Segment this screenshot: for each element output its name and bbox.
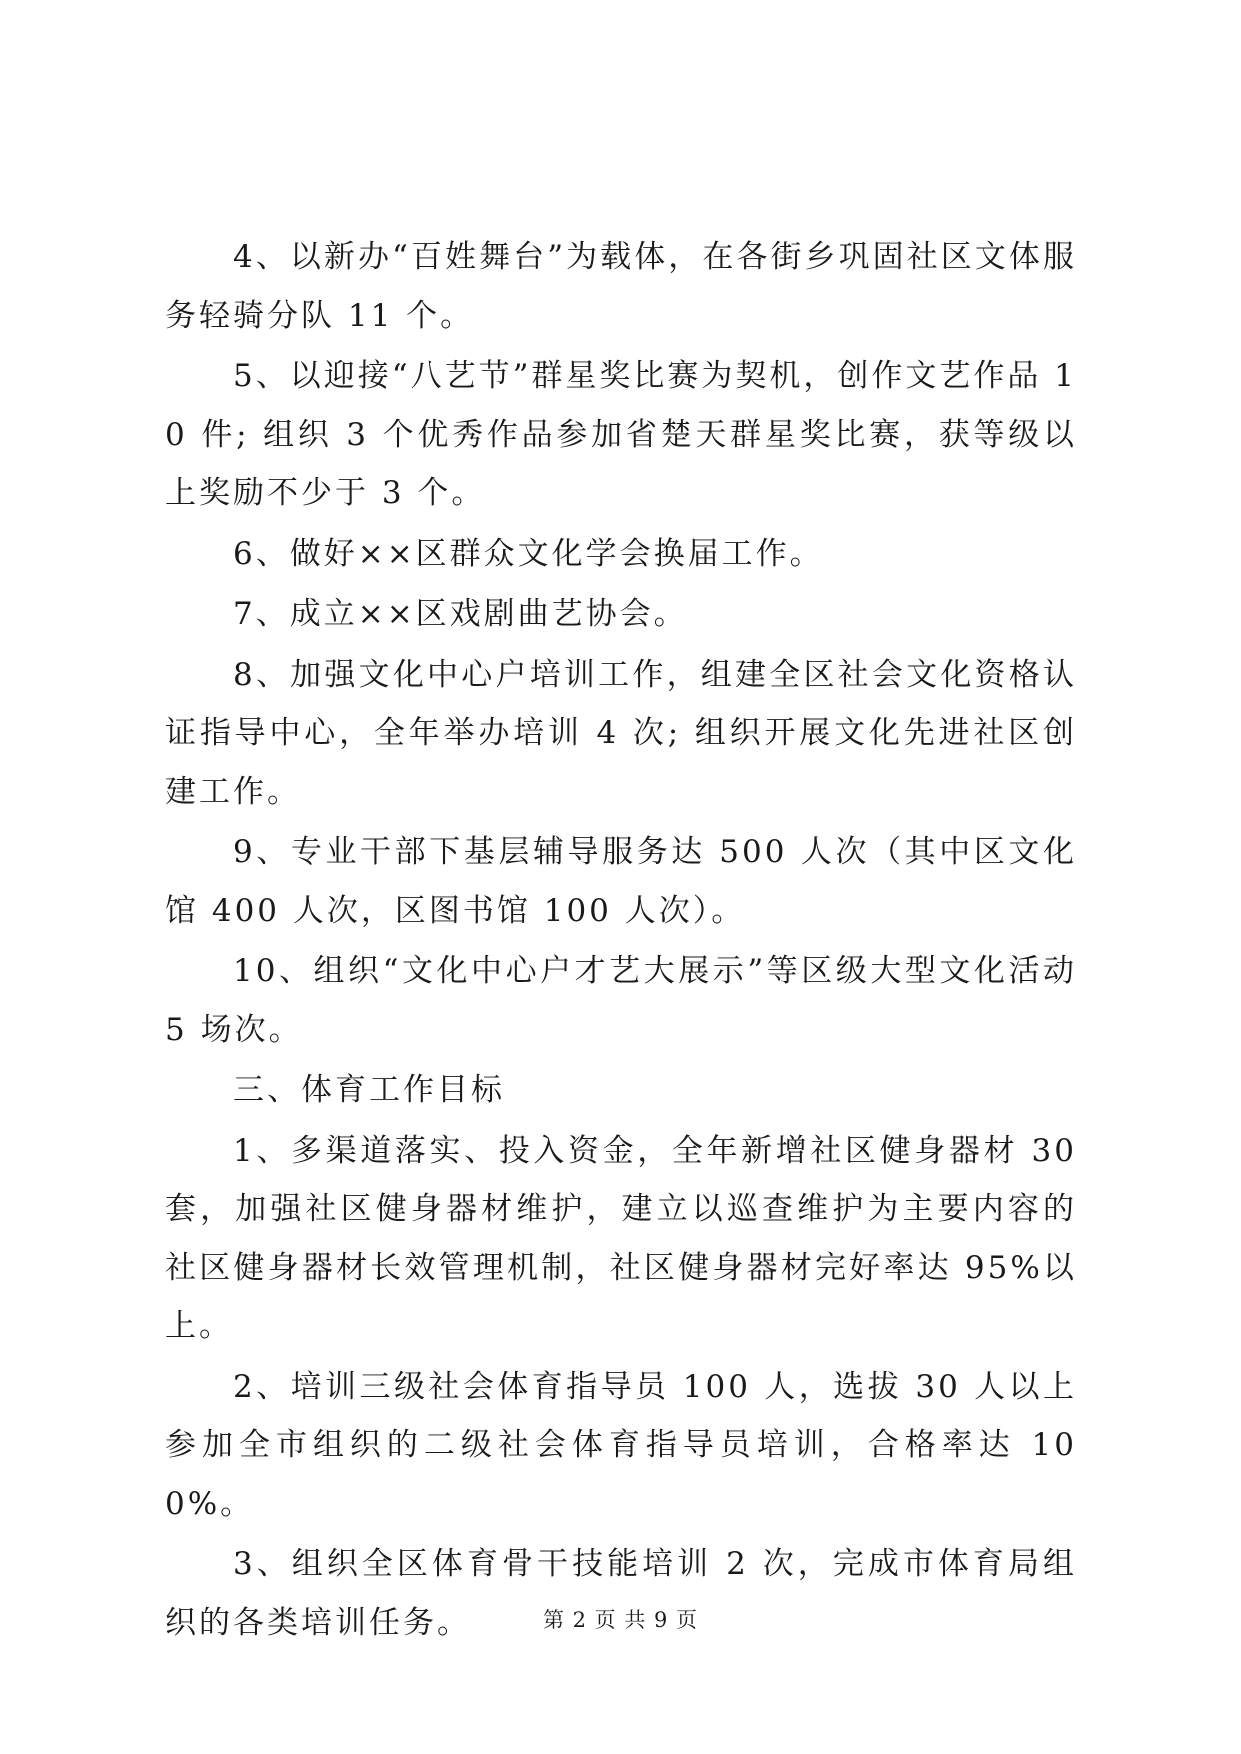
paragraph-item-5: 5、以迎接“八艺节”群星奖比赛为契机，创作文艺作品 10 件; 组织 3 个优秀作品参加省楚天群星奖比赛，获等级以上奖励不少于 3 个。 [165, 358, 1077, 511]
sports-item-3: 3、组织全区体育骨干技能培训 2 次，完成市体育局组织的各类培训任务。 [165, 1546, 1077, 1641]
paragraph-item-10: 10、组织“文化中心户才艺大展示”等区级大型文化活动 5 场次。 [165, 953, 1077, 1048]
paragraph-item-7: 7、成立××区戏剧曲艺协会。 [233, 596, 688, 632]
sports-item-2: 2、培训三级社会体育指导员 100 人，选拔 30 人以上参加全市组织的二级社会体育指导员培训，合格率达 100%。 [165, 1368, 1077, 1522]
sports-item-1: 1、多渠道落实、投入资金，全年新增社区健身器材 30 套，加强社区健身器材维护，建立以巡查维护为主要内容的社区健身器材长效管理机制，社区健身器材完好率达 95%以上。 [165, 1132, 1077, 1344]
paragraph-item-8: 8、加强文化中心户培训工作，组建全区社会文化资格认证指导中心，全年举办培训 4 次; 组织开展文化先进社区创建工作。 [165, 656, 1077, 810]
page-footer: 第 2 页 共 9 页 [542, 1608, 699, 1632]
paragraph-item-4: 4、以新办“百姓舞台”为载体，在各街乡巩固社区文体服务轻骑分队 11 个。 [165, 239, 1077, 334]
paragraph-item-6: 6、做好××区群众文化学会换届工作。 [233, 535, 824, 572]
document-body [165, 228, 1077, 1654]
paragraph-item-9: 9、专业干部下基层辅导服务达 500 人次（其中区文化馆 400 人次，区图书馆 100 人次）。 [165, 834, 1077, 929]
section-heading-sports: 三、体育工作目标 [233, 1072, 505, 1108]
